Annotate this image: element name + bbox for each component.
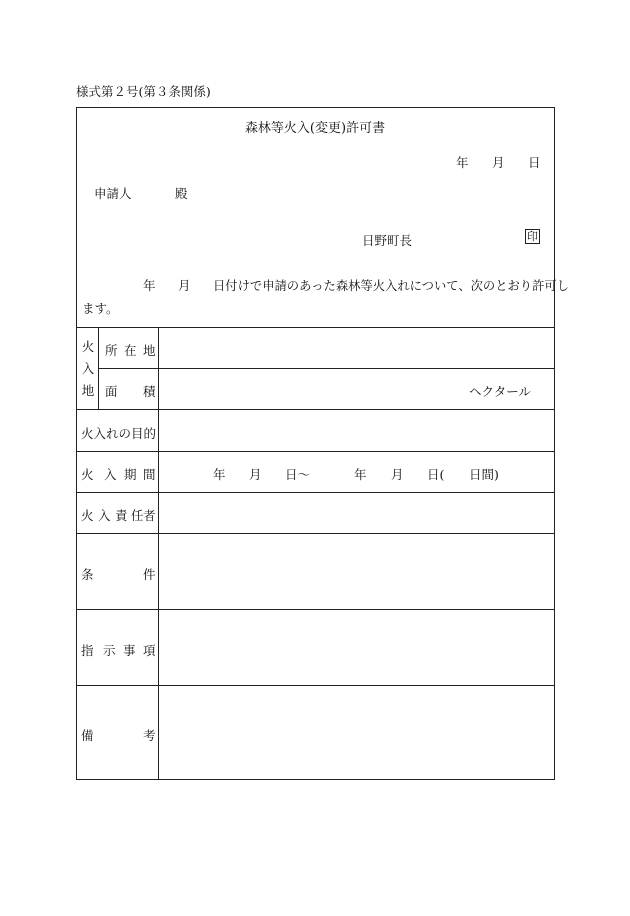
date-day: 日 — [528, 155, 541, 170]
responsible-label-char-5: 者 — [143, 508, 156, 523]
applicant-honorific: 殿 — [175, 186, 188, 201]
area-label-char-2: 積 — [143, 384, 156, 399]
conditions-label-char-1: 条 — [81, 567, 94, 582]
form-number-label: 様式第２号(第３条関係) — [76, 84, 211, 99]
divider-instructions — [76, 685, 555, 686]
period-start-day: 日〜 — [285, 467, 311, 482]
date-month: 月 — [492, 155, 505, 170]
responsible-label-char-3: 責 — [115, 508, 128, 523]
location-label-char-3: 地 — [143, 343, 156, 358]
area-label-char-1: 面 — [105, 384, 118, 399]
responsible-label-char-2: 入 — [98, 508, 111, 523]
period-label-char-3: 期 — [124, 467, 137, 482]
period-label-char-2: 入 — [104, 467, 117, 482]
location-label-char-2: 在 — [124, 343, 137, 358]
body-line2: ます。 — [82, 301, 119, 316]
conditions-label-char-2: 件 — [143, 567, 156, 582]
instructions-label-char-1: 指 — [81, 643, 94, 658]
period-label-char-1: 火 — [81, 467, 94, 482]
divider-site-group — [98, 327, 99, 409]
instructions-label-char-4: 項 — [143, 643, 156, 658]
period-label-char-4: 間 — [143, 467, 156, 482]
divider-period — [76, 492, 555, 493]
divider-header-bottom — [76, 327, 555, 328]
period-start-year: 年 — [213, 467, 226, 482]
period-end-year: 年 — [354, 467, 367, 482]
applicant-label: 申請人 — [94, 186, 132, 201]
body-line1: 日付けで申請のあった森林等火入れについて、次のとおり許可し — [213, 279, 569, 293]
period-start-month: 月 — [249, 467, 262, 482]
document-title: 森林等火入(変更)許可書 — [244, 121, 386, 136]
permit-form-frame — [76, 107, 555, 780]
divider-location — [98, 368, 555, 369]
site-group-char-2: 入 — [81, 361, 95, 376]
divider-conditions — [76, 609, 555, 610]
divider-label-column — [158, 327, 159, 780]
issuer-name: 日野町長 — [362, 233, 413, 248]
responsible-label-char-1: 火 — [81, 508, 94, 523]
area-unit: ヘクタール — [469, 384, 532, 399]
divider-purpose — [76, 451, 555, 452]
remarks-label-char-1: 備 — [81, 728, 94, 743]
instructions-label-char-3: 事 — [123, 643, 136, 658]
divider-responsible — [76, 533, 555, 534]
site-group-char-3: 地 — [81, 383, 95, 398]
purpose-label: 火入れの目的 — [81, 426, 157, 441]
responsible-label-char-4: 任 — [131, 508, 144, 523]
body-year: 年 — [143, 278, 156, 293]
remarks-label-char-2: 考 — [143, 728, 156, 743]
period-end-day: 日( — [427, 467, 445, 482]
instructions-label-char-2: 示 — [103, 643, 116, 658]
site-group-char-1: 火 — [81, 339, 95, 354]
location-label-char-1: 所 — [105, 343, 118, 358]
body-month: 月 — [178, 278, 191, 293]
divider-area — [76, 409, 555, 410]
period-days: 日間) — [469, 467, 499, 482]
date-year: 年 — [456, 155, 469, 170]
seal-mark: 印 — [527, 230, 538, 243]
period-end-month: 月 — [391, 467, 404, 482]
